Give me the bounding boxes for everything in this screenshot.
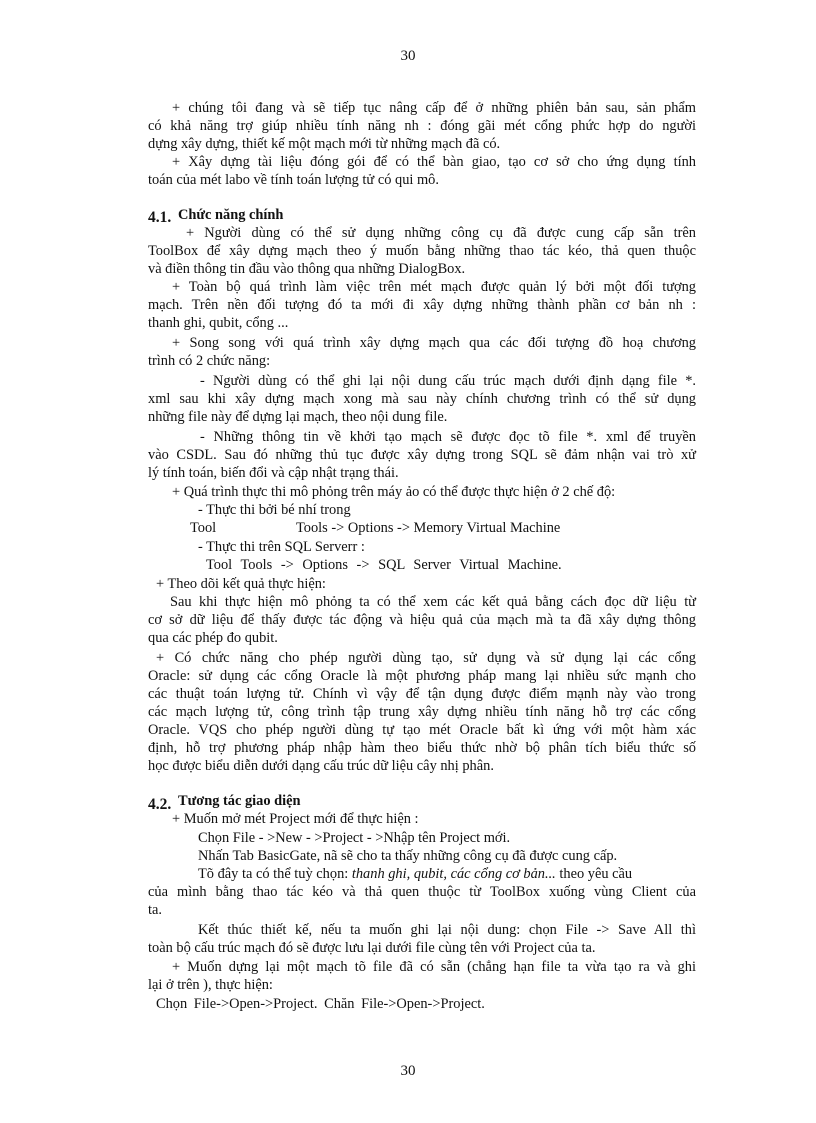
paragraph-line: học được biểu diễn dưới dạng cấu trúc dữ liệu cây nhị phân. xyxy=(148,758,494,774)
paragraph-line: + Có chức năng cho phép người dùng tạo, sử dụng và sử dụng lại các cổng xyxy=(156,650,696,666)
paragraph-line: - Thực thi bởi bé nhí trong xyxy=(198,502,351,518)
paragraph-line: mạch. Trên nền đối tượng đó ta mới đi xây dựng những thành phần cơ bản nh : xyxy=(148,297,696,313)
paragraph-line: các mạch lượng tử, công trình tập trung xây dựng nhiều tính năng hỗ trợ các cổng xyxy=(148,704,696,720)
section-title: Chức năng chính xyxy=(178,207,284,223)
paragraph-line: Tool xyxy=(190,520,217,536)
paragraph-line: + Quá trình thực thi mô phỏng trên máy ảo có thể được thực hiện ở 2 chế độ: xyxy=(172,484,616,500)
paragraph-line: cơ sở dữ liệu để thấy được tác động và hiệu quả của mạch mà ta đã xây dựng thông xyxy=(148,612,696,628)
paragraph-line: + Theo dõi kết quả thực hiện: xyxy=(156,576,326,592)
paragraph-line: - Thực thi trên SQL Serverr : xyxy=(198,539,365,555)
paragraph-line: lý tính toán, biến đổi và cập nhật trạng thái. xyxy=(148,465,399,481)
paragraph-line: xml sau khi xây dựng mạch xong mà sau này chính chương trình có thể sử dụng xyxy=(148,391,696,407)
paragraph-line: + Toàn bộ quá trình làm việc trên mét mạch được quản lý bởi một đối tượng xyxy=(172,279,696,295)
intro-line-2: có khả năng trợ giúp nhiều tính năng nh : đóng gãi mét cổng phức hợp do người xyxy=(148,118,696,134)
paragraph-line: những file này để dựng lại mạch, theo nội dung file. xyxy=(148,409,448,425)
paragraph-line: - Những thông tin về khởi tạo mạch sẽ được đọc tõ file *. xml để truyền xyxy=(200,429,696,445)
paragraph-line: trình có 2 chức năng: xyxy=(148,353,271,369)
page-number-bottom: 30 xyxy=(400,1063,416,1079)
paragraph-line: lại ở trên ), thực hiện: xyxy=(148,977,273,993)
paragraph-line: Oracle: sử dụng các cổng Oracle là một phương pháp mang lại nhiều sức mạnh cho xyxy=(148,668,696,684)
paragraph-line: thanh ghi, qubit, cổng ... xyxy=(148,315,289,331)
page-number-top: 30 xyxy=(400,48,416,64)
paragraph-line: Tool Tools -> Options -> SQL Server Virtual Machine. xyxy=(206,557,562,573)
paragraph-line: ta. xyxy=(148,902,162,918)
intro-line-4: + Xây dựng tài liệu đóng gói để có thể bàn giao, tạo cơ sở cho ứng dụng tính xyxy=(172,154,696,170)
section-title: Tương tác giao diện xyxy=(178,793,301,809)
paragraph-line: - Người dùng có thể ghi lại nội dung cấu trúc mạch dưới định dạng file *. xyxy=(200,373,696,389)
paragraph-line: + Muốn dựng lại một mạch tõ file đã có sẵn (chẳng hạn file ta vừa tạo ra và ghi xyxy=(172,959,696,975)
paragraph-line: Chọn File->Open->Project. Chăn File->Open->Project. xyxy=(156,996,485,1012)
paragraph-line: toàn bộ cấu trúc mạch đó sẽ được lưu lại dưới file cùng tên với Project của ta. xyxy=(148,940,596,956)
intro-line-5: toán của mét labo về tính toán lượng tử có qui mô. xyxy=(148,172,439,188)
paragraph-line: + Song song với quá trình xây dựng mạch qua các đối tượng đồ hoạ chương xyxy=(172,335,696,351)
paragraph-line: qua các phép đo qubit. xyxy=(148,630,278,646)
paragraph-line: Kết thúc thiết kế, nếu ta muốn ghi lại nội dung: chọn File -> Save All thì xyxy=(198,922,696,938)
paragraph-line: Sau khi thực hiện mô phỏng ta có thể xem các kết quả bằng cách đọc dữ liệu từ xyxy=(170,594,696,610)
intro-line-3: dựng xây dựng, thiết kế một mạch mới từ những mạch đã có. xyxy=(148,136,501,152)
paragraph-line: và điền thông tin đầu vào thông qua những DialogBox. xyxy=(148,261,466,277)
section-number: 4.2. xyxy=(148,796,172,813)
intro-line-1: + chúng tôi đang và sẽ tiếp tục nâng cấp để ở những phiên bản sau, sản phẩm xyxy=(172,100,696,116)
paragraph-line: ToolBox để xây dựng mạch theo ý muốn bằng những thao tác kéo, thả quen thuộc xyxy=(148,243,696,259)
paragraph-line: Chọn File - >New - >Project - >Nhập tên Project mới. xyxy=(198,830,511,846)
paragraph-line: + Người dùng có thể sử dụng những công cụ đã được cung cấp sẵn trên xyxy=(186,225,696,241)
paragraph-line: vào CSDL. Sau đó những thủ tục được xây dựng trong SQL sẽ đảm nhận vai trò xử xyxy=(148,447,696,463)
section-number: 4.1. xyxy=(148,209,172,226)
paragraph-line: + Muốn mở mét Project mới để thực hiện : xyxy=(172,811,419,827)
paragraph-line: Tools -> Options -> Memory Virtual Machine xyxy=(296,520,561,536)
paragraph-line: của mình bằng thao tác kéo và thả quen thuộc từ ToolBox xuống vùng Client của xyxy=(148,884,696,900)
paragraph-line: các thuật toán lượng tử. Chính vì vậy để tận dụng được điểm mạnh này vào trong xyxy=(148,686,696,702)
paragraph-line: Oracle. VQS cho phép người dùng tự tạo mét Oracle bất kì ứng với một hàm xác xyxy=(148,722,696,738)
paragraph-line: Nhấn Tab BasicGate, nã sẽ cho ta thấy những công cụ đã được cung cấp. xyxy=(198,848,618,864)
paragraph-line: định, hỗ trợ phương pháp nhập hàm theo biểu thức nhờ bộ phân tích biểu thức số xyxy=(148,740,696,756)
paragraph-line: Tõ đây ta có thể tuỳ chọn: thanh ghi, qubit, các cổng cơ bản... theo yêu cầu xyxy=(198,866,633,882)
